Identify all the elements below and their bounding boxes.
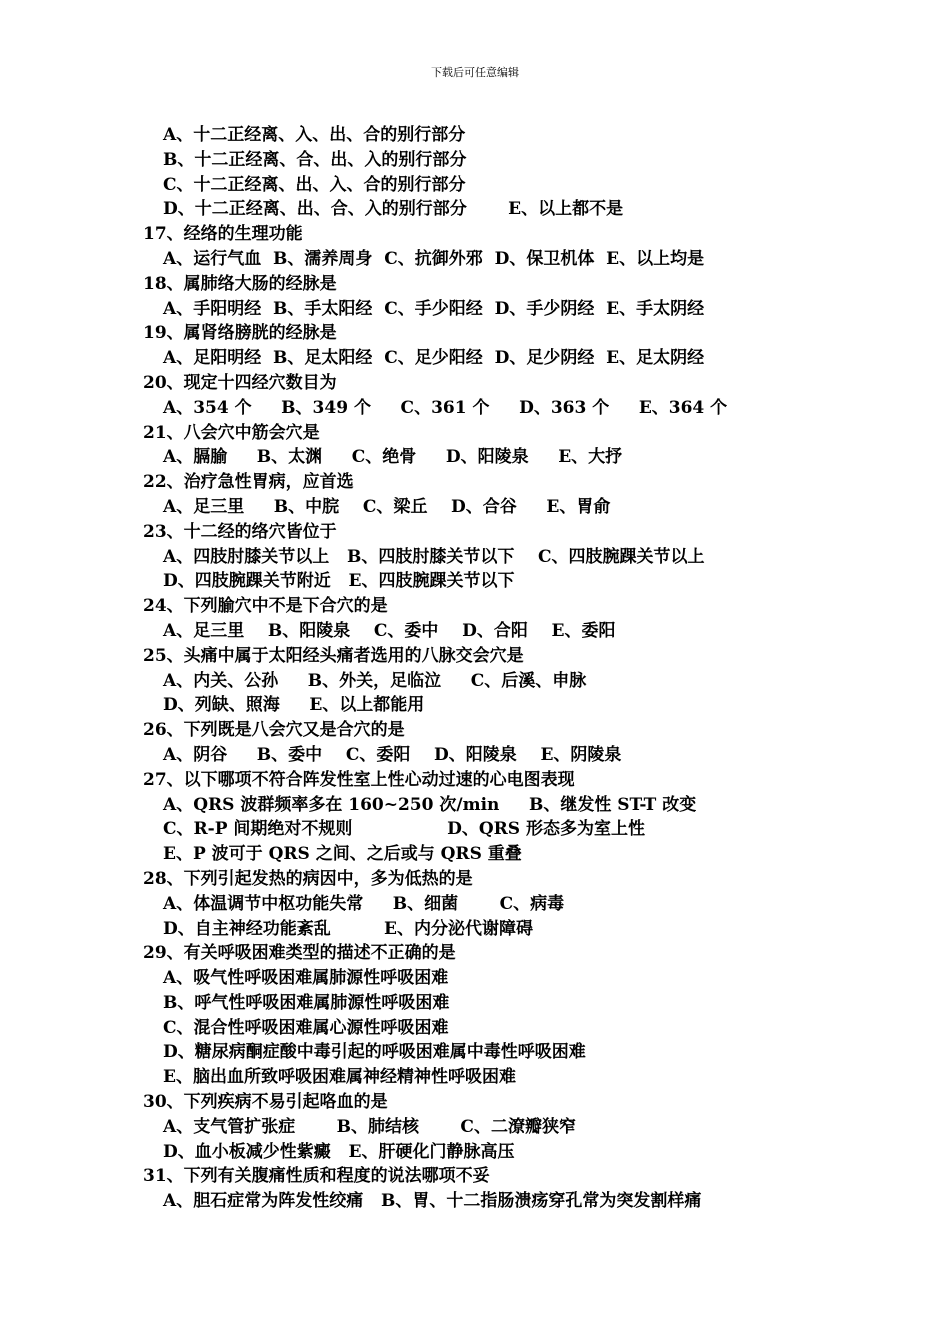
question-line: 25、头痛中属于太阳经头痛者选用的八脉交会穴是 <box>143 645 524 666</box>
answer-options-line: B、呼气性呼吸困难属肺源性呼吸困难 <box>163 992 450 1013</box>
answer-options-line: D、列缺、照海 E、以上都能用 <box>163 695 425 716</box>
answer-options-line: D、十二正经离、出、合、入的别行部分 E、以上都不是 <box>163 199 624 220</box>
answer-options-line: B、十二正经离、合、出、入的别行部分 <box>163 149 467 170</box>
answer-options-line: D、糖尿病酮症酸中毒引起的呼吸困难属中毒性呼吸困难 <box>163 1042 586 1063</box>
question-line: 30、下列疾病不易引起咯血的是 <box>143 1092 388 1113</box>
answer-options-line: A、运行气血 B、濡养周身 C、抗御外邪 D、保卫机体 E、以上均是 <box>163 248 705 269</box>
question-line: 23、十二经的络穴皆位于 <box>143 521 337 542</box>
question-line: 20、现定十四经穴数目为 <box>143 372 337 393</box>
question-line: 19、属肾络膀胱的经脉是 <box>143 323 337 344</box>
answer-options-line: D、四肢腕踝关节附近 E、四肢腕踝关节以下 <box>163 571 515 592</box>
question-line: 27、以下哪项不符合阵发性室上性心动过速的心电图表现 <box>143 769 575 790</box>
question-line: 22、治疗急性胃病，应首选 <box>143 472 354 493</box>
answer-options-line: E、脑出血所致呼吸困难属神经精神性呼吸困难 <box>163 1067 516 1088</box>
answer-options-line: A、膈腧 B、太渊 C、绝骨 D、阳陵泉 E、大抒 <box>163 447 623 468</box>
question-line: 31、下列有关腹痛性质和程度的说法哪项不妥 <box>143 1166 490 1187</box>
answer-options-line: C、R-P 间期绝对不规则 D、QRS 形态多为室上性 <box>163 819 645 840</box>
question-list <box>143 123 923 1214</box>
question-line: 17、经络的生理功能 <box>143 224 303 245</box>
answer-options-line: A、吸气性呼吸困难属肺源性呼吸困难 <box>163 968 449 989</box>
answer-options-line: A、胆石症常为阵发性绞痛 B、胃、十二指肠溃疡穿孔常为突发割样痛 <box>163 1191 702 1212</box>
document-body <box>143 123 923 1214</box>
answer-options-line: C、混合性呼吸困难属心源性呼吸困难 <box>163 1017 449 1038</box>
answer-options-line: A、内关、公孙 B、外关，足临泣 C、后溪、申脉 <box>163 670 587 691</box>
answer-options-line: A、足阳明经 B、足太阳经 C、足少阳经 D、足少阴经 E、足太阴经 <box>163 348 705 369</box>
answer-options-line: A、支气管扩张症 B、肺结核 C、二潦瓣狭窄 <box>163 1116 576 1137</box>
answer-options-line: A、四肢肘膝关节以上 B、四肢肘膝关节以下 C、四肢腕踝关节以上 <box>163 546 705 567</box>
answer-options-line: A、QRS 波群频率多在 160~250 次/min B、继发性 ST-T 改变 <box>163 794 697 815</box>
question-line: 18、属肺络大肠的经脉是 <box>143 273 337 294</box>
answer-options-line: E、P 波可于 QRS 之间、之后或与 QRS 重叠 <box>163 844 522 865</box>
question-line: 29、有关呼吸困难类型的描述不正确的是 <box>143 943 456 964</box>
question-line: 28、下列引起发热的病因中，多为低热的是 <box>143 868 473 889</box>
answer-options-line: D、自主神经功能紊乱 E、内分泌代谢障碍 <box>163 918 533 939</box>
page-header: 下载后可任意编辑 <box>431 66 519 79</box>
answer-options-line: A、阴谷 B、委中 C、委阳 D、阳陵泉 E、阴陵泉 <box>163 744 622 765</box>
answer-options-line: D、血小板减少性紫癜 E、肝硬化门静脉高压 <box>163 1141 515 1162</box>
answer-options-line: A、体温调节中枢功能失常 B、细菌 C、病毒 <box>163 893 565 914</box>
answer-options-line: A、354 个 B、349 个 C、361 个 D、363 个 E、364 个 <box>163 397 728 418</box>
answer-options-line: A、足三里 B、中脘 C、梁丘 D、合谷 E、胃俞 <box>163 496 611 517</box>
answer-options-line: A、十二正经离、入、出、合的别行部分 <box>163 125 466 145</box>
question-line: 24、下列腧穴中不是下合穴的是 <box>143 596 388 617</box>
answer-options-line: A、足三里 B、阳陵泉 C、委中 D、合阳 E、委阳 <box>163 620 616 641</box>
answer-options-line: C、十二正经离、出、入、合的别行部分 <box>163 174 466 195</box>
question-line: 26、下列既是八会穴又是合穴的是 <box>143 720 405 741</box>
answer-options-line: A、手阳明经 B、手太阳经 C、手少阳经 D、手少阴经 E、手太阴经 <box>163 298 705 319</box>
question-line: 21、八会穴中筋会穴是 <box>143 422 320 443</box>
